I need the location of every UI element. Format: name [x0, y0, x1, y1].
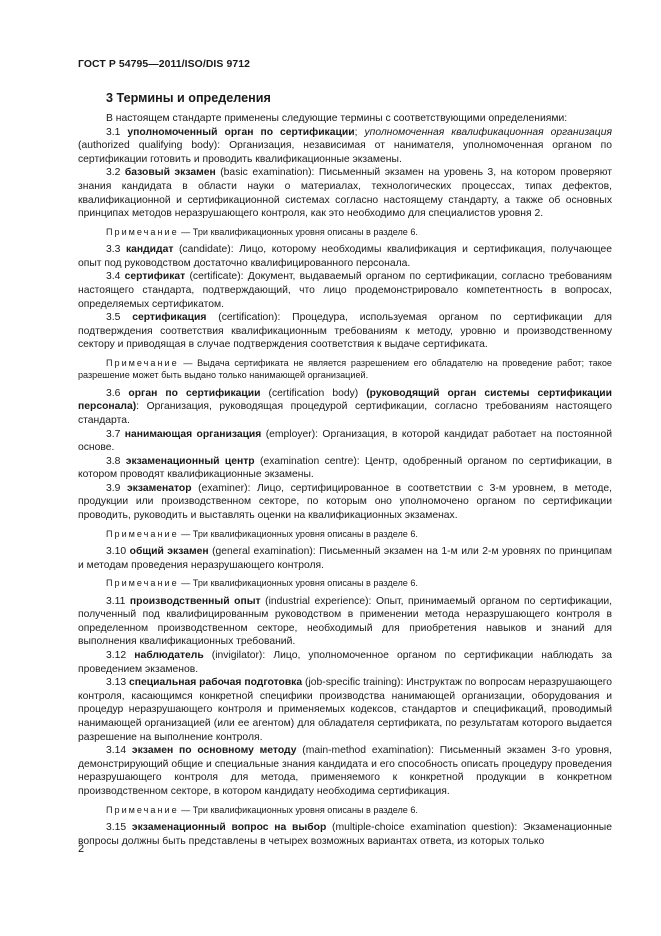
term-3-6: 3.6 орган по сертификации (certification body) (руководящий орган системы сертификации персонала): Организация, руководящая процедурой сертификации, согласно требованиям настоящего стандарта. — [78, 387, 612, 426]
term-name: экзаменационный вопрос на выбор — [131, 821, 327, 833]
term-3-3: 3.3 кандидат (candidate): Лицо, которому необходимы квалификация и сертификация, получающее опыт под руководством достаточно квалифицированного персонала. — [78, 244, 612, 269]
term-name: уполномоченный орган по сертификации — [127, 126, 355, 138]
note-label: Примечание — [106, 804, 179, 815]
term-name: кандидат — [125, 244, 174, 256]
note-label: Примечание — [106, 578, 179, 589]
note-3-10: Примечание — Три квалификационных уровня описаны в разделе 6. — [106, 578, 418, 589]
page-number: 2 — [78, 843, 85, 855]
term-name: экзаменатор — [126, 482, 192, 494]
note-3-5: Примечание — Выдача сертификата не является разрешением его обладателю на проведение работ; такое разрешение может быть выдано только нанимающей организацией. — [78, 357, 612, 381]
term-name: орган по сертификации — [128, 387, 261, 399]
term-3-14: 3.14 экзамен по основному методу (main-method examination): Письменный экзамен 3-го уровня, демонстрирующий общие и специальные знания кандидата и его способность описать процедуру проведения неразрушающего контроля для метода, применяемого к конкретной продукции в конкретном производственном секторе, в котором кандидату необходима сертификация. — [78, 745, 613, 797]
note-label: Примечание — [106, 528, 179, 539]
term-name: производственный опыт — [129, 595, 261, 607]
term-alt-name: уполномоченная квалификационная организация — [364, 126, 613, 138]
note-3-14: Примечание — Три квалификационных уровня описаны в разделе 6. — [106, 804, 418, 815]
term-name: специальная рабочая подготовка — [129, 677, 303, 689]
document-body — [78, 112, 612, 848]
note-label: Примечание — [106, 357, 179, 368]
term-3-2: 3.2 базовый экзамен (basic examination): Письменный экзамен на уровень 3, на котором проверяют знания кандидата в области науки о материалах, технологических процессах, типах дефектов, квалификационной и сертификационной системах согласно настоящему стандарту, а также об основных принципах методов неразрушающего контроля, как это необходимо для специалистов уровня 2. — [78, 167, 612, 220]
term-3-7: 3.7 нанимающая организация (employer): Организация, в которой кандидат работает на постоянной основе. — [78, 428, 613, 454]
term-name: общий экзамен — [129, 546, 209, 558]
note-3-2: Примечание — Три квалификационных уровня описаны в разделе 6. — [106, 226, 418, 237]
term-3-4: 3.4 сертификат (certificate): Документ, выдаваемый органом по сертификации, согласно требованиям настоящего стандарта, подтверждающий, что лицо продемонстрировало компетентность в вопросах, определяемых сертификатом. — [78, 271, 612, 310]
term-3-8: 3.8 экзаменационный центр (examination centre): Центр, одобренный органом по сертификации, в котором проводят квалификационные экзамены. — [78, 455, 612, 481]
term-3-13: 3.13 специальная рабочая подготовка (job-specific training): Инструктаж по вопросам неразрушающего контроля, касающимся конкретной специфики производства нанимающей организации, оборудования и процедур неразрушающего контроля и применяемых кодексов, стандартов и спецификаций, проводимый нанимающей организацией (или ее агентом) для обладателя сертификата, по результатам которого выдается разрешение на выполнение контроля. — [78, 677, 613, 743]
term-name: базовый экзамен — [124, 167, 216, 179]
term-3-12: 3.12 наблюдатель (invigilator): Лицо, уполномоченное органом по сертификации наблюдать за проведением экзаменов. — [78, 650, 612, 675]
term-name: нанимающая организация — [124, 428, 262, 440]
term-3-9: 3.9 экзаменатор (examiner): Лицо, сертифицированное в соответствии с 3-м уровнем, в методе, продукции или производственном секторе, по которым оно уполномочено органом по сертификации проводить, руководить и выставлять оценки на квалификационных экзаменах. — [78, 482, 612, 522]
document-header: ГОСТ Р 54795—2011/ISO/DIS 9712 — [78, 59, 250, 70]
term-3-5: 3.5 сертификация (certification): Процедура, используемая органом по сертификации для подтверждения соответствия квалификационным требованиям к методу, уровню и производственному сектору и приводящая в случае подтверждения соответствия к выдаче сертификата. — [78, 312, 612, 351]
term-3-1: 3.1 уполномоченный орган по сертификации; уполномоченная квалификационная организация (authorized qualifying body): Организация, независимая от нанимателя, уполномоченная органом по сертификации готовить и проводить квалификационные экзамены. — [78, 126, 613, 165]
term-alt-name: (руководящий орган системы сертификации персонала) — [78, 387, 612, 413]
section-title: 3 Термины и определения — [106, 91, 271, 105]
term-name: сертификат — [124, 271, 186, 283]
intro-paragraph: В настоящем стандарте применены следующие термины с соответствующими определениями: — [106, 113, 568, 124]
term-name: экзаменационный центр — [125, 455, 255, 467]
term-name: сертификация — [132, 312, 207, 324]
term-name: экзамен по основному методу — [131, 745, 297, 757]
term-3-10: 3.10 общий экзамен (general examination): Письменный экзамен на 1-м или 2-м уровнях по принципам и методам проведения неразрушающего контроля. — [78, 546, 612, 571]
term-3-15: 3.15 экзаменационный вопрос на выбор (multiple-choice examination question): Экзаменационные вопросы должны быть представлены в четырех возможных вариантах ответа, из которых только — [78, 821, 612, 847]
term-3-11: 3.11 производственный опыт (industrial experience): Опыт, принимаемый органом по сертификации, полученный под квалифицированным руководством в применении метода неразрушающего контроля в определенном производственном секторе, необходимый для приобретения навыков и знаний для выполнения квалификационных требований. — [78, 595, 612, 648]
term-name: наблюдатель — [134, 650, 204, 662]
note-3-9: Примечание — Три квалификационных уровня описаны в разделе 6. — [106, 528, 418, 539]
note-label: Примечание — [106, 226, 179, 237]
